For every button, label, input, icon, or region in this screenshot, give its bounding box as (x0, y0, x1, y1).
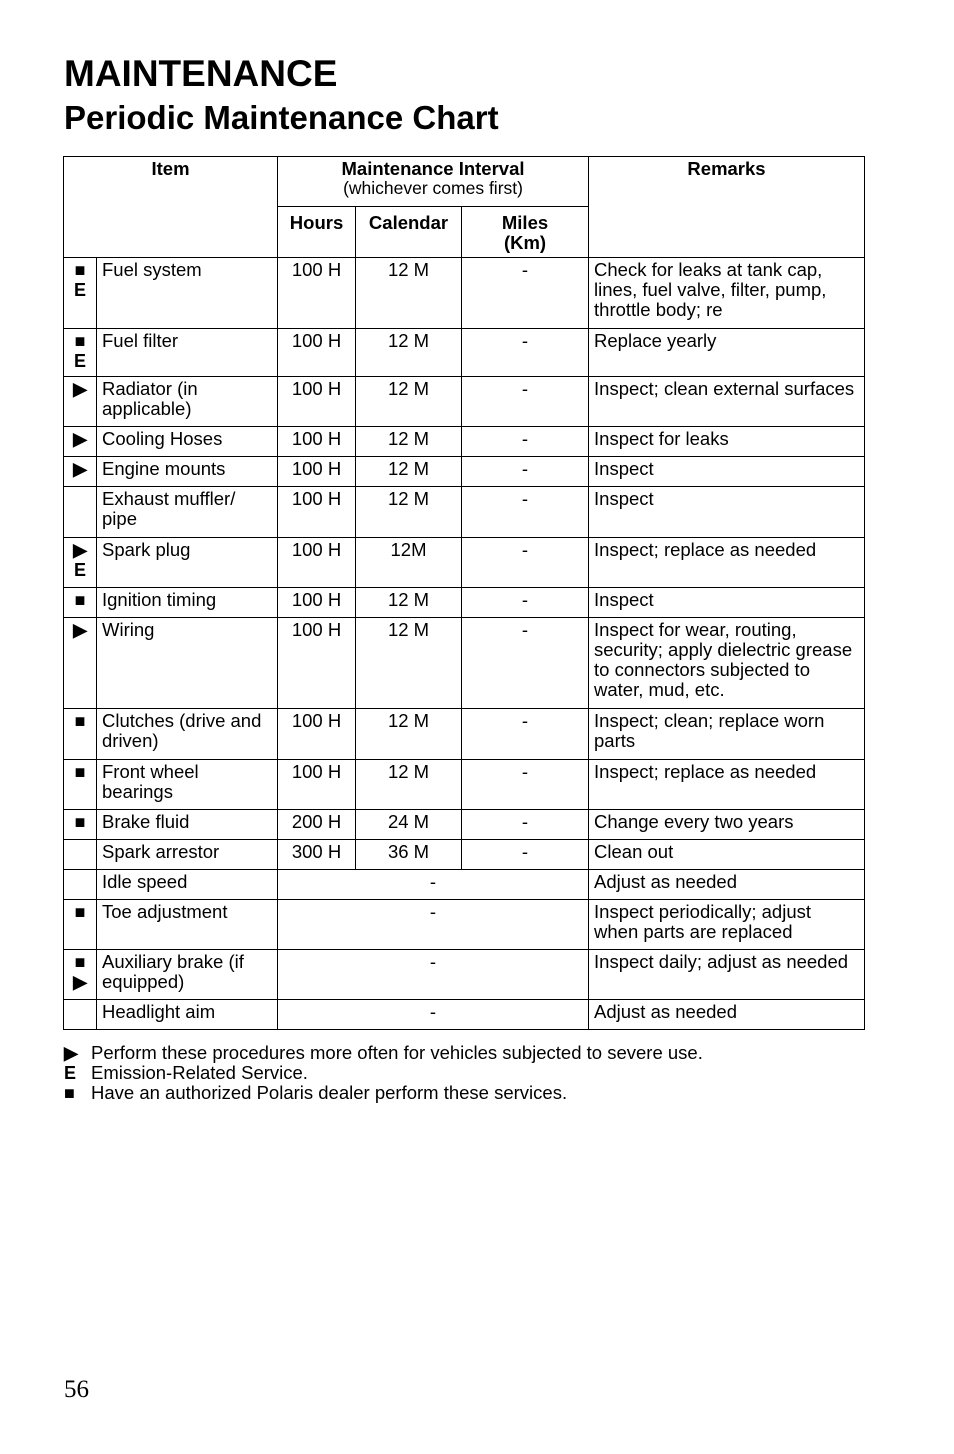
header-interval-note: (whichever comes first) (343, 178, 523, 198)
page-subtitle: Periodic Maintenance Chart (64, 99, 499, 136)
miles-cell: - (462, 329, 589, 377)
header-interval-label: Maintenance Interval (341, 158, 525, 179)
miles-cell: - (462, 258, 589, 329)
row-symbols (64, 258, 97, 329)
dealer-service-marker-icon: ■ (74, 762, 86, 782)
header-hours: Hours (278, 207, 356, 258)
remarks-cell: Clean out (589, 840, 865, 870)
calendar-cell: 36 M (356, 840, 462, 870)
row-symbols (64, 427, 97, 457)
page-number: 56 (64, 1376, 89, 1403)
row-symbols (64, 900, 97, 950)
item-cell: Spark arrestor (97, 840, 278, 870)
miles-cell: - (462, 588, 589, 618)
header-miles-label: Miles (501, 212, 549, 233)
row-symbols (64, 618, 97, 709)
item-cell: Fuel system (97, 258, 278, 329)
remarks-cell: Inspect (589, 487, 865, 538)
table-row (64, 709, 865, 760)
remarks-cell: Inspect periodically; adjust when parts are replaced (589, 900, 865, 950)
interval-cell: - (278, 900, 589, 950)
miles-cell: - (462, 840, 589, 870)
table-row (64, 900, 865, 950)
severe-use-marker-icon: ▶ (73, 459, 87, 479)
table-row (64, 329, 865, 377)
row-symbols (64, 538, 97, 588)
emission-marker-icon: E (73, 351, 86, 371)
hours-cell: 100 H (278, 329, 356, 377)
emission-marker-icon: E (73, 560, 86, 580)
row-symbols (64, 760, 97, 810)
dealer-service-marker-icon: ■ (74, 711, 86, 731)
calendar-cell: 12 M (356, 457, 462, 487)
remarks-cell: Adjust as needed (589, 1000, 865, 1030)
hours-cell: 100 H (278, 427, 356, 457)
hours-cell: 100 H (278, 377, 356, 427)
calendar-cell: 12 M (356, 618, 462, 709)
remarks-cell: Inspect; replace as needed (589, 760, 865, 810)
miles-cell: - (462, 760, 589, 810)
item-cell: Wiring (97, 618, 278, 709)
miles-cell: - (462, 377, 589, 427)
hours-cell: 100 H (278, 487, 356, 538)
table-row (64, 538, 865, 588)
table-row (64, 950, 865, 1000)
row-symbols (64, 377, 97, 427)
calendar-cell: 12 M (356, 329, 462, 377)
remarks-cell: Change every two years (589, 810, 865, 840)
row-symbols (64, 329, 97, 377)
table-row (64, 840, 865, 870)
remarks-cell: Inspect; replace as needed (589, 538, 865, 588)
legend-text: Perform these procedures more often for vehicles subjected to severe use. (91, 1042, 703, 1063)
header-miles-unit: (Km) (503, 232, 547, 253)
calendar-cell: 12M (356, 538, 462, 588)
severe-use-marker-icon: ▶ (73, 972, 87, 992)
header-item: Item (64, 157, 278, 258)
table-row (64, 588, 865, 618)
legend-item (64, 1083, 703, 1103)
emission-marker-icon: E (64, 1063, 77, 1083)
dealer-service-marker-icon: ■ (74, 260, 86, 280)
item-cell: Clutches (drive and driven) (97, 709, 278, 760)
miles-cell: - (462, 487, 589, 538)
calendar-cell: 12 M (356, 487, 462, 538)
remarks-cell: Inspect; clean; replace worn parts (589, 709, 865, 760)
hours-cell: 100 H (278, 760, 356, 810)
row-symbols (64, 487, 97, 538)
remarks-cell: Inspect (589, 588, 865, 618)
dealer-service-marker-icon: ■ (64, 1083, 75, 1103)
row-symbols (64, 457, 97, 487)
miles-cell: - (462, 538, 589, 588)
item-cell: Cooling Hoses (97, 427, 278, 457)
severe-use-marker-icon: ▶ (64, 1043, 78, 1063)
calendar-cell: 24 M (356, 810, 462, 840)
calendar-cell: 12 M (356, 427, 462, 457)
miles-cell: - (462, 709, 589, 760)
dealer-service-marker-icon: ■ (74, 952, 86, 972)
item-cell: Front wheel bearings (97, 760, 278, 810)
severe-use-marker-icon: ▶ (73, 620, 87, 640)
header-interval (278, 157, 589, 207)
item-cell: Spark plug (97, 538, 278, 588)
row-symbols (64, 709, 97, 760)
miles-cell: - (462, 427, 589, 457)
dealer-service-marker-icon: ■ (74, 812, 86, 832)
calendar-cell: 12 M (356, 588, 462, 618)
table-row (64, 487, 865, 538)
hours-cell: 100 H (278, 538, 356, 588)
table-row (64, 760, 865, 810)
item-cell: Engine mounts (97, 457, 278, 487)
legend-item (64, 1063, 703, 1083)
item-cell: Toe adjustment (97, 900, 278, 950)
miles-cell: - (462, 618, 589, 709)
row-symbols (64, 1000, 97, 1030)
header-remarks: Remarks (589, 157, 865, 258)
miles-cell: - (462, 810, 589, 840)
hours-cell: 100 H (278, 457, 356, 487)
header-calendar: Calendar (356, 207, 462, 258)
item-cell: Idle speed (97, 870, 278, 900)
maintenance-chart-table (63, 156, 865, 1030)
hours-cell: 100 H (278, 618, 356, 709)
item-cell: Brake fluid (97, 810, 278, 840)
item-cell: Ignition timing (97, 588, 278, 618)
table-row (64, 427, 865, 457)
interval-cell: - (278, 1000, 589, 1030)
item-cell: Exhaust muffler/ pipe (97, 487, 278, 538)
item-cell: Radiator (in applicable) (97, 377, 278, 427)
hours-cell: 300 H (278, 840, 356, 870)
remarks-cell: Inspect for wear, routing, security; apply dielectric grease to connectors subjected to water, mud, etc. (589, 618, 865, 709)
severe-use-marker-icon: ▶ (73, 540, 87, 560)
hours-cell: 100 H (278, 258, 356, 329)
remarks-cell: Inspect for leaks (589, 427, 865, 457)
header-miles (462, 207, 589, 258)
page-title: MAINTENANCE (64, 53, 338, 94)
interval-cell: - (278, 950, 589, 1000)
row-symbols (64, 810, 97, 840)
table-row (64, 870, 865, 900)
table-row (64, 1000, 865, 1030)
legend-item (64, 1043, 703, 1063)
table-row (64, 258, 865, 329)
legend (64, 1043, 703, 1103)
calendar-cell: 12 M (356, 709, 462, 760)
legend-text: Emission-Related Service. (91, 1062, 308, 1083)
item-cell: Headlight aim (97, 1000, 278, 1030)
item-cell: Fuel filter (97, 329, 278, 377)
hours-cell: 100 H (278, 588, 356, 618)
item-cell: Auxiliary brake (if equipped) (97, 950, 278, 1000)
chart-body (64, 258, 865, 1030)
table-row (64, 457, 865, 487)
severe-use-marker-icon: ▶ (73, 379, 87, 399)
table-row (64, 618, 865, 709)
emission-marker-icon: E (73, 280, 86, 300)
calendar-cell: 12 M (356, 760, 462, 810)
calendar-cell: 12 M (356, 258, 462, 329)
miles-cell: - (462, 457, 589, 487)
table-row (64, 810, 865, 840)
row-symbols (64, 870, 97, 900)
dealer-service-marker-icon: ■ (74, 590, 86, 610)
row-symbols (64, 840, 97, 870)
interval-cell: - (278, 870, 589, 900)
dealer-service-marker-icon: ■ (74, 902, 86, 922)
remarks-cell: Check for leaks at tank cap, lines, fuel valve, filter, pump, throttle body; re (589, 258, 865, 329)
hours-cell: 200 H (278, 810, 356, 840)
remarks-cell: Inspect; clean external surfaces (589, 377, 865, 427)
legend-text: Have an authorized Polaris dealer perform these services. (91, 1082, 568, 1103)
remarks-cell: Inspect (589, 457, 865, 487)
dealer-service-marker-icon: ■ (74, 331, 86, 351)
severe-use-marker-icon: ▶ (73, 429, 87, 449)
remarks-cell: Replace yearly (589, 329, 865, 377)
row-symbols (64, 588, 97, 618)
remarks-cell: Inspect daily; adjust as needed (589, 950, 865, 1000)
calendar-cell: 12 M (356, 377, 462, 427)
remarks-cell: Adjust as needed (589, 870, 865, 900)
hours-cell: 100 H (278, 709, 356, 760)
row-symbols (64, 950, 97, 1000)
table-row (64, 377, 865, 427)
